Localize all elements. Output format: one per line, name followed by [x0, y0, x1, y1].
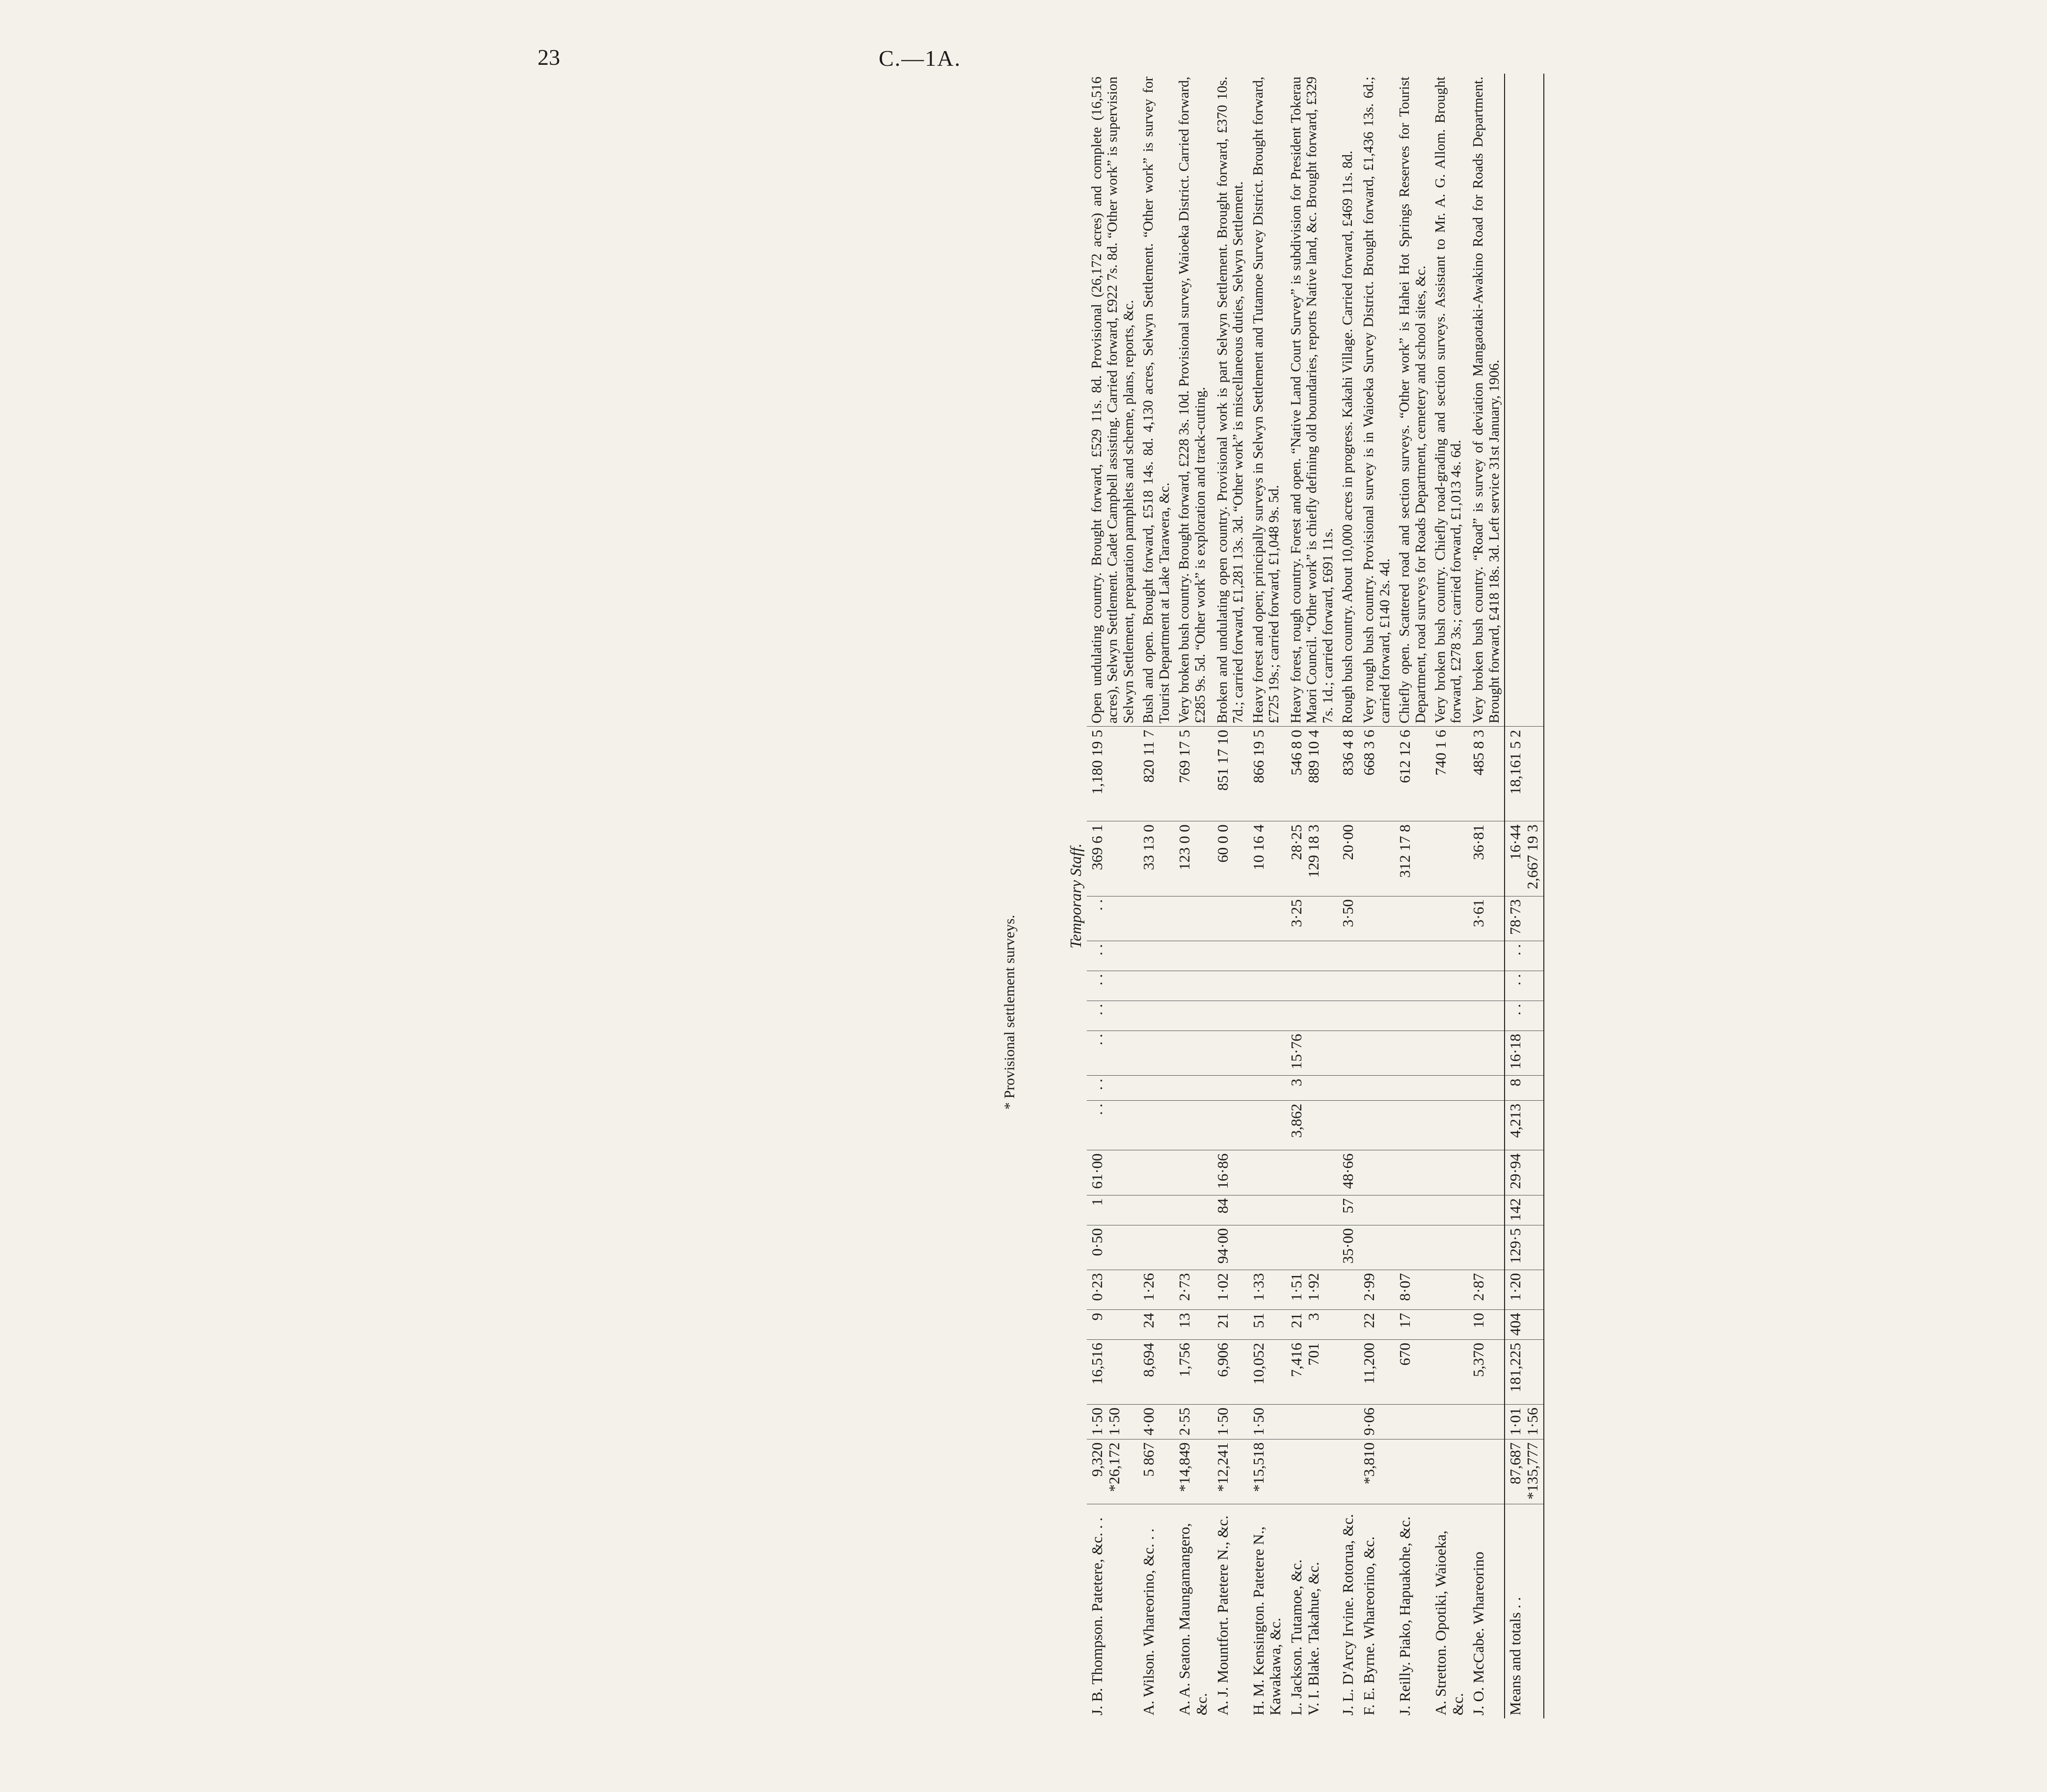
cell-c6 [1359, 1225, 1395, 1270]
cell-c12 [1286, 1001, 1338, 1031]
survey-table [1065, 74, 1544, 1718]
cell-c2: 2·55 [1174, 1405, 1212, 1439]
cell-c4: 21 3 [1286, 1310, 1338, 1340]
cell-c9 [1430, 1100, 1468, 1150]
cell-c17: 866 19 5 [1248, 727, 1286, 821]
cell-c1: *14,849 [1174, 1439, 1212, 1504]
cell-c5: 1·20 [1505, 1270, 1543, 1309]
cell-c4 [1430, 1310, 1468, 1340]
cell-c1 [1468, 1439, 1505, 1504]
cell-c3: 670 [1395, 1340, 1430, 1405]
remarks-cell: Rough bush country. About 10,000 acres in progress. Kakahi Village. Carried forward, £469 11s. 8d. [1338, 74, 1359, 727]
table-row [1212, 74, 1248, 1718]
cell-c15 [1359, 896, 1395, 941]
cell-c3: 11,200 [1359, 1340, 1395, 1405]
cell-c9 [1338, 1100, 1359, 1150]
cell-c2: 4·00 [1138, 1405, 1174, 1439]
cell-c3: 10,052 [1248, 1340, 1286, 1405]
cell-c10 [1430, 1076, 1468, 1101]
cell-c6 [1138, 1225, 1174, 1270]
cell-c10 [1468, 1076, 1505, 1101]
cell-c8 [1359, 1150, 1395, 1195]
cell-c8 [1138, 1150, 1174, 1195]
cell-c5: 2·73 [1174, 1270, 1212, 1309]
cell-c15: 3·61 [1468, 896, 1505, 941]
cell-c14 [1338, 941, 1359, 971]
cell-c1: *15,518 [1248, 1439, 1286, 1504]
cell-c14 [1138, 941, 1174, 971]
remarks-cell: Heavy forest and open; principally surveys in Selwyn Settlement and Tutamoe Survey District. Brought forward, £725 19s.; carried forward, £1,048 9s. 5d. [1248, 74, 1286, 727]
cell-c12 [1174, 1001, 1212, 1031]
cell-c7 [1430, 1195, 1468, 1225]
surveyor-name: A. J. Mountfort. Patetere N., &c. [1213, 1515, 1231, 1715]
table-row [1248, 74, 1286, 1718]
table-row [1468, 74, 1505, 1718]
cell-c7 [1395, 1195, 1430, 1225]
cell-c4: 10 [1468, 1310, 1505, 1340]
cell-c1: *3,810 [1359, 1439, 1395, 1504]
footnote-wrapper [1001, 815, 1021, 1110]
table-row [1174, 74, 1212, 1718]
cell-c2: 1·50 [1248, 1405, 1286, 1439]
cell-c3: 1,756 [1174, 1340, 1212, 1405]
cell-c15: 3·50 [1338, 896, 1359, 941]
cell-c11 [1430, 1031, 1468, 1075]
cell-c1: 87,687 *135,777 [1505, 1439, 1543, 1504]
cell-c10 [1138, 1076, 1174, 1101]
cell-c14 [1468, 941, 1505, 971]
cell-c16: 123 0 0 [1174, 821, 1212, 896]
cell-c1 [1430, 1439, 1468, 1504]
cell-c2: 1·50 [1212, 1405, 1248, 1439]
cell-c6 [1395, 1225, 1430, 1270]
cell-c2 [1430, 1405, 1468, 1439]
cell-c7 [1286, 1195, 1338, 1225]
cell-c1 [1286, 1439, 1338, 1504]
cell-c6: 94·00 [1212, 1225, 1248, 1270]
surveyor-name: A. A. Seaton. Maungamangero, &c. [1176, 1523, 1210, 1715]
cell-c5: 8·07 [1395, 1270, 1430, 1309]
cell-c15 [1138, 896, 1174, 941]
cell-c3: 5,370 [1468, 1340, 1505, 1405]
cell-c10 [1248, 1076, 1286, 1101]
cell-c15 [1395, 896, 1430, 941]
cell-c17: 740 1 6 [1430, 727, 1468, 821]
cell-c11 [1359, 1031, 1395, 1075]
cell-c6: 129·5 [1505, 1225, 1543, 1270]
cell-c12 [1468, 1001, 1505, 1031]
cell-c14 [1430, 941, 1468, 971]
cell-c11: 15·76 [1286, 1031, 1338, 1075]
cell-c5: 0·23 [1087, 1270, 1138, 1309]
remarks-cell: Very rough bush country. Provisional survey is in Waioeka Survey District. Brought forward, £1,436 13s. 6d.; carried forward, £140 2s. 4d. [1359, 74, 1395, 727]
cell-c13 [1248, 971, 1286, 1001]
cell-c11 [1212, 1031, 1248, 1075]
cell-c2 [1338, 1405, 1359, 1439]
cell-c5 [1430, 1270, 1468, 1309]
cell-c14: . . [1087, 941, 1138, 971]
cell-c17: 546 8 0 889 10 4 [1286, 727, 1338, 821]
cell-c15 [1248, 896, 1286, 941]
cell-c2: 1·50 1·50 [1087, 1405, 1138, 1439]
cell-c1 [1395, 1439, 1430, 1504]
cell-c5: 1·51 1·92 [1286, 1270, 1338, 1309]
cell-c6 [1286, 1225, 1338, 1270]
cell-c4: 9 [1087, 1310, 1138, 1340]
cell-c11 [1468, 1031, 1505, 1075]
cell-c9: 4,213 [1505, 1100, 1543, 1150]
cell-c9 [1359, 1100, 1395, 1150]
cell-c8: 48·66 [1338, 1150, 1359, 1195]
cell-c9 [1468, 1100, 1505, 1150]
cell-c3: 181,225 [1505, 1340, 1543, 1405]
cell-c16: 36·81 [1468, 821, 1505, 896]
cell-c13 [1286, 971, 1338, 1001]
cell-c5: 2·99 [1359, 1270, 1395, 1309]
cell-c8 [1395, 1150, 1430, 1195]
cell-c5: 1·02 [1212, 1270, 1248, 1309]
cell-c16: 20·00 [1338, 821, 1359, 896]
cell-c10 [1338, 1076, 1359, 1101]
surveyor-name: Means and totals . . [1505, 1504, 1543, 1719]
cell-c15: 78·73 [1505, 896, 1543, 941]
table-row [1087, 74, 1138, 1718]
remarks-cell: Very broken bush country. “Road” is survey of deviation Mangaotaki-Awakino Road for Roads Department. Brought forward, £418 18s. 3d. Left service 31st January, 1906. [1468, 74, 1505, 727]
cell-c2 [1395, 1405, 1430, 1439]
cell-c8 [1174, 1150, 1212, 1195]
cell-c13 [1174, 971, 1212, 1001]
cell-c14 [1359, 941, 1395, 971]
cell-c4: 51 [1248, 1310, 1286, 1340]
surveyor-name: F. E. Byrne. Whareorino, &c. [1360, 1536, 1378, 1715]
cell-c3 [1338, 1340, 1359, 1405]
cell-c14: . . [1505, 941, 1543, 971]
surveyor-name: J. Reilly. Piako, Hapuakohe, &c. [1396, 1516, 1414, 1715]
cell-c7: 1 [1087, 1195, 1138, 1225]
surveyor-name: H. M. Kensington. Patetere N., Kawakawa, &c. [1249, 1526, 1284, 1715]
cell-c3: 6,906 [1212, 1340, 1248, 1405]
cell-c1: 5 867 [1138, 1439, 1174, 1504]
surveyor-name: A. Wilson. Whareorino, &c. . . [1140, 1528, 1158, 1715]
cell-c14 [1395, 941, 1430, 971]
cell-c11: 16·18 [1505, 1031, 1543, 1075]
remarks-cell: Open undulating country. Brought forward, £529 11s. 8d. Provisional (26,172 acres) and complete (16,516 acres), Selwyn Settlement. Cadet Campbell assisting. Carried forward, £922 7s. 8d. “Other work” is supervision Selwyn Settlement, preparation pamphlets and scheme, plans, reports, &c. [1087, 74, 1138, 727]
cell-c16: 10 16 4 [1248, 821, 1286, 896]
cell-c15: 3·25 [1286, 896, 1338, 941]
cell-c17: 18,161 5 2 [1505, 727, 1543, 821]
cell-c13: . . [1505, 971, 1543, 1001]
cell-c9 [1212, 1100, 1248, 1150]
cell-c6: 0·50 [1087, 1225, 1138, 1270]
cell-c10 [1359, 1076, 1395, 1101]
table-row [1395, 74, 1430, 1718]
cell-c15 [1174, 896, 1212, 941]
cell-c16: 16·44 2,667 19 3 [1505, 821, 1543, 896]
cell-c14 [1248, 941, 1286, 971]
cell-c17: 668 3 6 [1359, 727, 1395, 821]
cell-c7 [1138, 1195, 1174, 1225]
cell-c15 [1212, 896, 1248, 941]
cell-c1: *12,241 [1212, 1439, 1248, 1504]
cell-c8 [1286, 1150, 1338, 1195]
cell-c17: 851 17 10 [1212, 727, 1248, 821]
cell-c4: 13 [1174, 1310, 1212, 1340]
section-row [1065, 74, 1087, 1718]
cell-c13 [1212, 971, 1248, 1001]
totals-row [1505, 74, 1543, 1718]
remarks-cell: Heavy forest, rough country. Forest and open. “Native Land Court Survey” is subdivision for President Tokerau Maori Council. “Other work” is chiefly defining old boundaries, reports Native land, &c. Brought forward, £329 7s. 1d.; carried forward, £691 11s. [1286, 74, 1338, 727]
cell-c12 [1248, 1001, 1286, 1031]
cell-c9 [1248, 1100, 1286, 1150]
cell-c16 [1430, 821, 1468, 896]
cell-c15 [1430, 896, 1468, 941]
surveyor-name: J. O. McCabe. Whareorino [1470, 1551, 1487, 1715]
cell-c16 [1359, 821, 1395, 896]
cell-c7: 84 [1212, 1195, 1248, 1225]
cell-c5: 2·87 [1468, 1270, 1505, 1309]
cell-c5: 1·33 [1248, 1270, 1286, 1309]
cell-c4: 404 [1505, 1310, 1543, 1340]
cell-c8: 29·94 [1505, 1150, 1543, 1195]
remarks-cell: Very broken bush country. Brought forward, £228 3s. 10d. Provisional survey, Waioeka District. Carried forward, £285 9s. 5d. “Other work” is exploration and track-cutting. [1174, 74, 1212, 727]
cell-c17: 1,180 19 5 [1087, 727, 1138, 821]
cell-c7 [1359, 1195, 1395, 1225]
cell-c4 [1338, 1310, 1359, 1340]
cell-c3: 16,516 [1087, 1340, 1138, 1405]
table-row [1138, 74, 1174, 1718]
cell-c6 [1174, 1225, 1212, 1270]
footnote: * Provisional settlement surveys. [1001, 915, 1018, 1110]
cell-c2: 1·01 1·56 [1505, 1405, 1543, 1439]
table-body [1065, 74, 1544, 1718]
cell-c13 [1395, 971, 1430, 1001]
cell-c3 [1430, 1340, 1468, 1405]
cell-c13 [1138, 971, 1174, 1001]
cell-c13: . . [1087, 971, 1138, 1001]
cell-c8: 16·86 [1212, 1150, 1248, 1195]
cell-c7 [1468, 1195, 1505, 1225]
cell-c9 [1395, 1100, 1430, 1150]
surveyor-name: J. L. D'Arcy Irvine. Rotorua, &c. [1339, 1514, 1357, 1715]
page-number: 23 [538, 45, 560, 70]
cell-c12: . . [1087, 1001, 1138, 1031]
cell-c13 [1359, 971, 1395, 1001]
surveyor-name: J. B. Thompson. Patetere, &c. . . [1088, 1517, 1105, 1715]
cell-c7: 57 [1338, 1195, 1359, 1225]
cell-c11 [1395, 1031, 1430, 1075]
cell-c14 [1212, 941, 1248, 971]
cell-c4: 22 [1359, 1310, 1395, 1340]
cell-c16: 33 13 0 [1138, 821, 1174, 896]
cell-c8 [1430, 1150, 1468, 1195]
cell-c9: 3,862 [1286, 1100, 1338, 1150]
cell-c5 [1338, 1270, 1359, 1309]
remarks-cell: Bush and open. Brought forward, £518 14s. 8d. 4,130 acres, Selwyn Settlement. “Other work” is survey for Tourist Department at Lake Tarawera, &c. [1138, 74, 1174, 727]
cell-c3: 7,416 701 [1286, 1340, 1338, 1405]
cell-c9 [1138, 1100, 1174, 1150]
cell-c7: 142 [1505, 1195, 1543, 1225]
cell-c7 [1248, 1195, 1286, 1225]
cell-c16: 28·25 129 18 3 [1286, 821, 1338, 896]
page-code: C.—1A. [879, 46, 961, 71]
cell-c4: 17 [1395, 1310, 1430, 1340]
cell-c9: . . [1087, 1100, 1138, 1150]
cell-c12 [1338, 1001, 1359, 1031]
cell-c17: 769 17 5 [1174, 727, 1212, 821]
cell-c2 [1468, 1405, 1505, 1439]
cell-c1 [1338, 1439, 1359, 1504]
remarks-cell: Very broken bush country. Chiefly road-grading and section surveys. Assistant to Mr. A. G. Allom. Brought forward, £278 3s.; carried forward, £1,013 4s. 6d. [1430, 74, 1468, 727]
cell-c17: 836 4 8 [1338, 727, 1359, 821]
cell-c10: 3 [1286, 1076, 1338, 1101]
cell-c11 [1138, 1031, 1174, 1075]
cell-c13 [1338, 971, 1359, 1001]
surveyor-name: A. Stretton. Opotiki, Waioeka, &c. [1431, 1530, 1466, 1715]
cell-c17: 485 8 3 [1468, 727, 1505, 821]
cell-c16: 369 6 1 [1087, 821, 1138, 896]
cell-c10 [1395, 1076, 1430, 1101]
remarks-cell [1505, 74, 1543, 727]
cell-c12 [1430, 1001, 1468, 1031]
cell-c12 [1395, 1001, 1430, 1031]
cell-c5: 1·26 [1138, 1270, 1174, 1309]
cell-c10: . . [1087, 1076, 1138, 1101]
cell-c11 [1174, 1031, 1212, 1075]
cell-c8 [1468, 1150, 1505, 1195]
cell-c17: 612 12 6 [1395, 727, 1430, 821]
cell-c16: 60 0 0 [1212, 821, 1248, 896]
cell-c14 [1174, 941, 1212, 971]
cell-c6 [1248, 1225, 1286, 1270]
cell-c1: 9,320 *26,172 [1087, 1439, 1138, 1504]
cell-c4: 24 [1138, 1310, 1174, 1340]
cell-c17: 820 11 7 [1138, 727, 1174, 821]
cell-c9 [1174, 1100, 1212, 1150]
cell-c13 [1468, 971, 1505, 1001]
cell-c13 [1430, 971, 1468, 1001]
cell-c10 [1174, 1076, 1212, 1101]
cell-c11 [1338, 1031, 1359, 1075]
table-row [1359, 74, 1395, 1718]
cell-c12 [1138, 1001, 1174, 1031]
cell-c12: . . [1505, 1001, 1543, 1031]
cell-c11 [1248, 1031, 1286, 1075]
table-row [1430, 74, 1468, 1718]
rotated-table-wrapper [1065, 74, 2047, 1718]
cell-c15: . . [1087, 896, 1138, 941]
cell-c3: 8,694 [1138, 1340, 1174, 1405]
cell-c4: 21 [1212, 1310, 1248, 1340]
cell-c6 [1430, 1225, 1468, 1270]
cell-c16: 312 17 8 [1395, 821, 1430, 896]
table-row [1338, 74, 1359, 1718]
cell-c11: . . [1087, 1031, 1138, 1075]
cell-c6: 35·00 [1338, 1225, 1359, 1270]
cell-c14 [1286, 941, 1338, 971]
cell-c8: 61·00 [1087, 1150, 1138, 1195]
remarks-cell: Chiefly open. Scattered road and section surveys. “Other work” is Hahei Hot Springs Reserves for Tourist Department, road surveys for Roads Department, cemetery and school sites, &c. [1395, 74, 1430, 727]
cell-c12 [1212, 1001, 1248, 1031]
cell-c2 [1286, 1405, 1338, 1439]
cell-c6 [1468, 1225, 1505, 1270]
cell-c7 [1174, 1195, 1212, 1225]
section-title: Temporary Staff. [1067, 843, 1084, 949]
cell-c10: 8 [1505, 1076, 1543, 1101]
remarks-cell: Broken and undulating open country. Provisional work is part Selwyn Settlement. Brought forward, £370 10s. 7d.; carried forward, £1,281 13s. 3d. “Other work” is miscellaneous duties, Selwyn Settlement. [1212, 74, 1248, 727]
cell-c2: 9·06 [1359, 1405, 1395, 1439]
surveyor-name: L. Jackson. Tutamoe, &c. V. I. Blake. Takahue, &c. [1287, 1559, 1322, 1715]
cell-c8 [1248, 1150, 1286, 1195]
cell-c10 [1212, 1076, 1248, 1101]
cell-c12 [1359, 1001, 1395, 1031]
table-row [1286, 74, 1338, 1718]
